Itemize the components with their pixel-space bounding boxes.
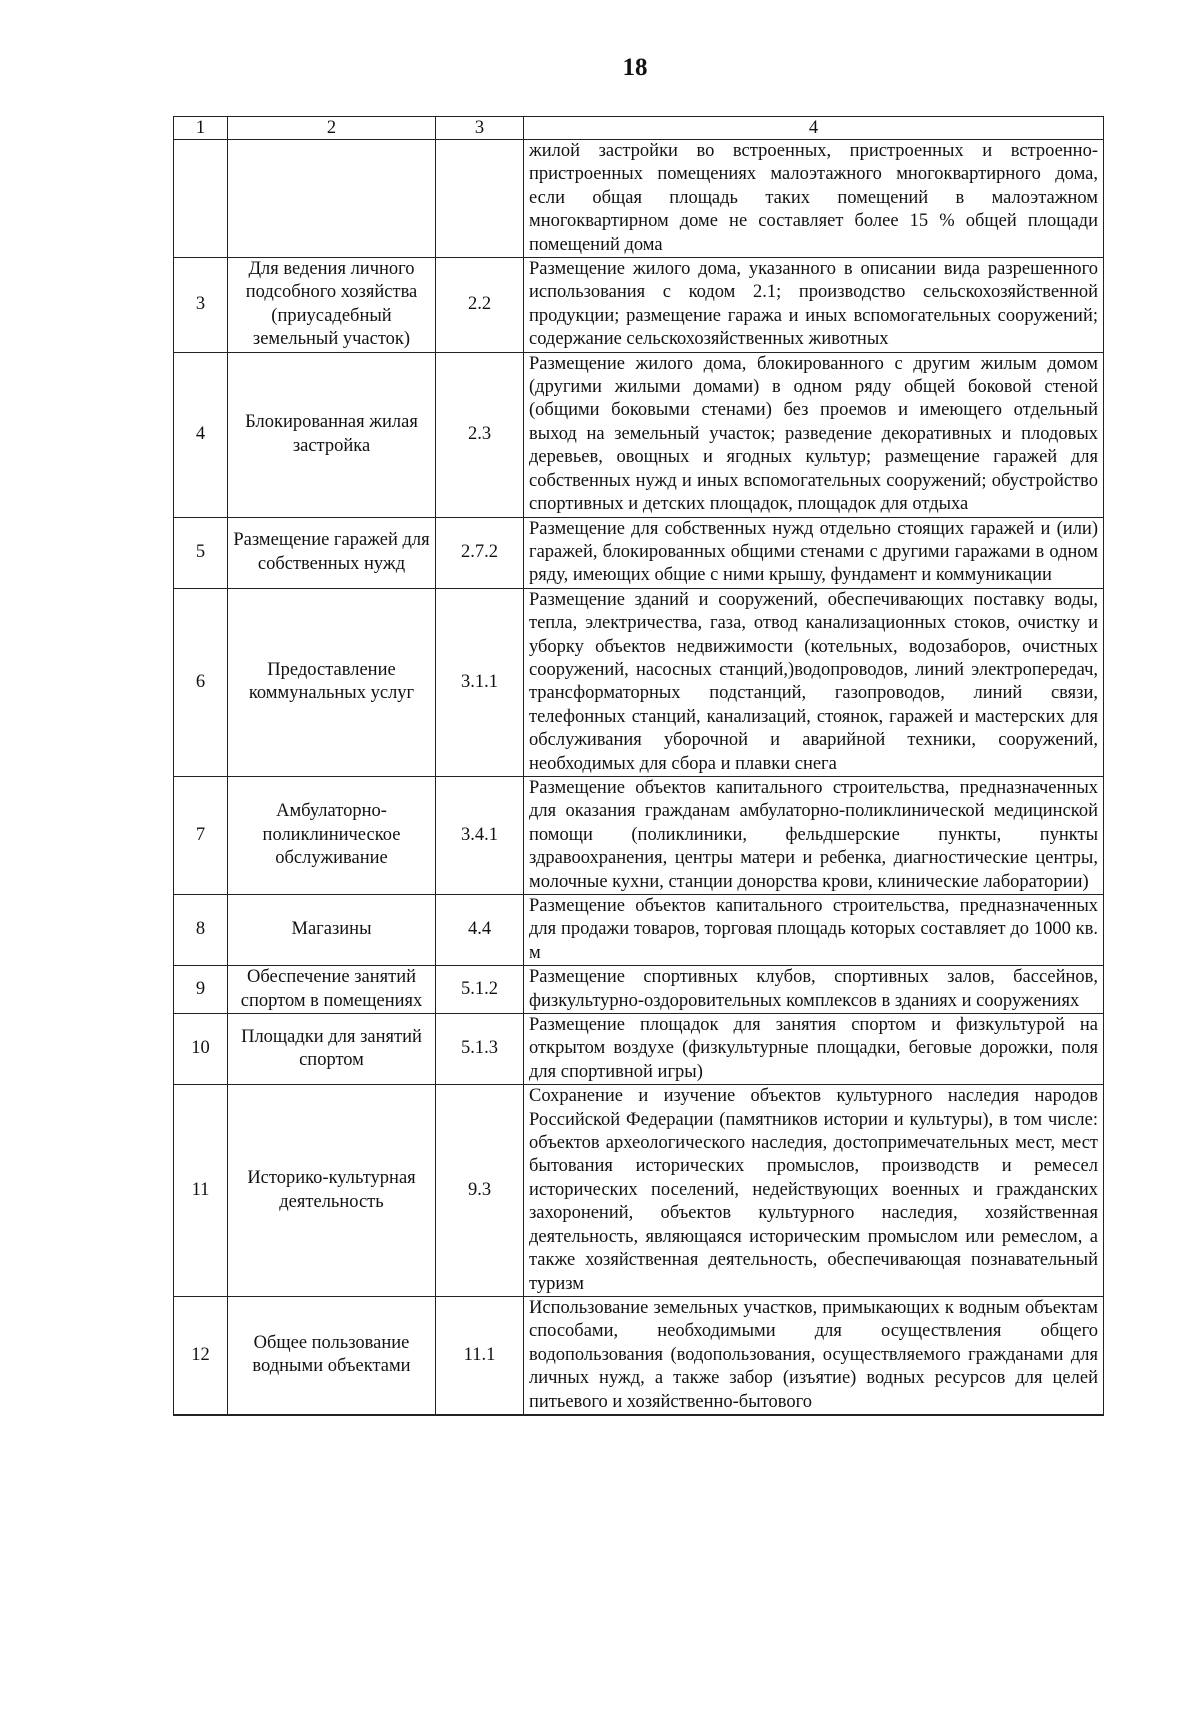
use-description: Использование земельных участков, примыкающих к водным объектам способами, необходимыми для осуществления общего водопользования (водопользования, осуществляемого гражданами для личных нужд, а также забор (изъятие) водных ресурсов для целей питьевого и хозяйственно-бытового	[524, 1296, 1104, 1414]
table-row	[174, 1014, 1104, 1085]
use-description: Размещение жилого дома, указанного в описании вида разрешенного использования с кодом 2.1; производство сельскохозяйственной продукции; размещение гаража и иных вспомогательных сооружений; содержание сельскохозяйственных животных	[524, 258, 1104, 353]
use-name: Историко-культурная деятельность	[228, 1085, 436, 1297]
use-description: Размещение объектов капитального строительства, предназначенных для оказания гражданам амбулаторно-поликлинической медицинской помощи (поликлиники, фельдшерские пункты, пункты здравоохранения, центры матери и ребенка, диагностические центры, молочные кухни, станции донорства крови, клинические лаборатории)	[524, 776, 1104, 894]
use-code: 3.4.1	[436, 776, 524, 894]
header-col-4: 4	[524, 117, 1104, 140]
use-description: Размещение объектов капитального строительства, предназначенных для продажи товаров, торговая площадь которых составляет до 1000 кв. м	[524, 895, 1104, 966]
row-number: 4	[174, 352, 228, 517]
row-number: 8	[174, 895, 228, 966]
use-code: 11.1	[436, 1296, 524, 1414]
use-code: 5.1.2	[436, 966, 524, 1014]
table-row	[174, 1085, 1104, 1297]
use-code	[436, 1414, 524, 1415]
use-name	[228, 140, 436, 258]
use-description: Размещение для собственных нужд отдельно стоящих гаражей и (или) гаражей, блокированных общими стенами с другими гаражами в одном ряду, имеющих общие с ними крышу, фундамент и коммуникации	[524, 517, 1104, 588]
row-number: 6	[174, 588, 228, 776]
table-row	[174, 1296, 1104, 1414]
use-code: 5.1.3	[436, 1014, 524, 1085]
use-description: Размещение зданий и сооружений, обеспечивающих поставку воды, тепла, электричества, газа, отвод канализационных стоков, очистку и уборку объектов недвижимости (котельных, водозаборов, очистных сооружений, насосных станций,)водопроводов, линий электропередач, трансформаторных подстанций, газопроводов, линий связи, телефонных станций, канализаций, стоянок, гаражей и мастерских для обслуживания уборочной и аварийной техники, сооружений, необходимых для сбора и плавки снега	[524, 588, 1104, 776]
use-code: 3.1.1	[436, 588, 524, 776]
use-name: Предоставление коммунальных услуг	[228, 588, 436, 776]
header-col-1: 1	[174, 117, 228, 140]
row-number: 5	[174, 517, 228, 588]
table-row	[174, 1414, 1104, 1415]
table-row	[174, 966, 1104, 1014]
row-number: 12	[174, 1296, 228, 1414]
use-code: 4.4	[436, 895, 524, 966]
use-code: 2.7.2	[436, 517, 524, 588]
use-description	[524, 1414, 1104, 1415]
row-number: 3	[174, 258, 228, 353]
use-name	[228, 1414, 436, 1415]
row-number: 7	[174, 776, 228, 894]
row-number	[174, 140, 228, 258]
table-row	[174, 140, 1104, 258]
row-number: 10	[174, 1014, 228, 1085]
row-number: 11	[174, 1085, 228, 1297]
use-description: Сохранение и изучение объектов культурного наследия народов Российской Федерации (памятников истории и культуры), в том числе: объектов археологического наследия, достопримечательных мест, мест бытования исторических промыслов, производств и ремесел исторических поселений, недействующих военных и гражданских захоронений, объектов культурного наследия, хозяйственная деятельность, являющаяся историческим промыслом или ремеслом, а также хозяйственная деятельность, обеспечивающая познавательный туризм	[524, 1085, 1104, 1297]
land-use-table	[173, 116, 1104, 1416]
use-name: Обеспечение занятий спортом в помещениях	[228, 966, 436, 1014]
table-row	[174, 776, 1104, 894]
table-row	[174, 517, 1104, 588]
use-name: Для ведения личного подсобного хозяйства (приусадебный земельный участок)	[228, 258, 436, 353]
page-number: 18	[622, 54, 648, 81]
table-row	[174, 588, 1104, 776]
use-name: Размещение гаражей для собственных нужд	[228, 517, 436, 588]
use-name: Общее пользование водными объектами	[228, 1296, 436, 1414]
header-col-3: 3	[436, 117, 524, 140]
use-description: Размещение спортивных клубов, спортивных залов, бассейнов, физкультурно-оздоровительных комплексов в зданиях и сооружениях	[524, 966, 1104, 1014]
header-col-2: 2	[228, 117, 436, 140]
use-code: 9.3	[436, 1085, 524, 1297]
row-number: 9	[174, 966, 228, 1014]
table-row	[174, 258, 1104, 353]
use-name: Амбулаторно-поликлиническое обслуживание	[228, 776, 436, 894]
table-row	[174, 895, 1104, 966]
table-row	[174, 352, 1104, 517]
use-code: 2.2	[436, 258, 524, 353]
use-name: Блокированная жилая застройка	[228, 352, 436, 517]
use-name: Площадки для занятий спортом	[228, 1014, 436, 1085]
use-code: 2.3	[436, 352, 524, 517]
use-code	[436, 140, 524, 258]
use-description: Размещение площадок для занятия спортом и физкультурой на открытом воздухе (физкультурные площадки, беговые дорожки, поля для спортивной игры)	[524, 1014, 1104, 1085]
row-number	[174, 1414, 228, 1415]
use-description: жилой застройки во встроенных, пристроенных и встроенно-пристроенных помещениях малоэтажного многоквартирного дома, если общая площадь таких помещений в малоэтажном многоквартирном доме не составляет более 15 % общей площади помещений дома	[524, 140, 1104, 258]
header-row	[174, 117, 1104, 140]
use-description: Размещение жилого дома, блокированного с другим жилым домом (другими жилыми домами) в одном ряду общей боковой стеной (общими боковыми стенами) без проемов и имеющего отдельный выход на земельный участок; разведение декоративных и плодовых деревьев, овощных и ягодных культур; размещение гаражей для собственных нужд и иных вспомогательных сооружений; обустройство спортивных и детских площадок, площадок для отдыха	[524, 352, 1104, 517]
use-name: Магазины	[228, 895, 436, 966]
